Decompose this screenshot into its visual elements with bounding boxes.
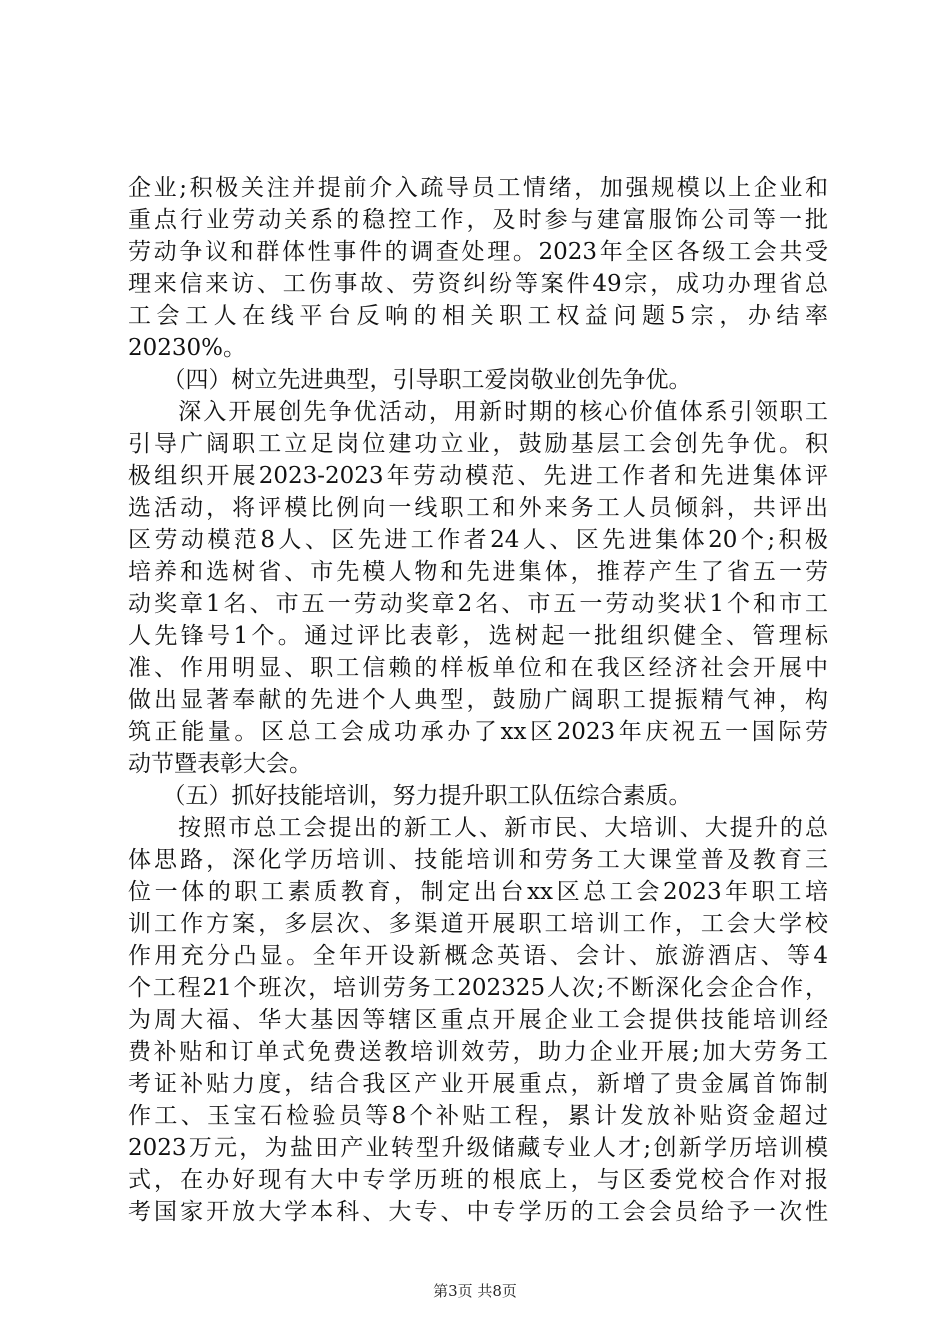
text-line: 深入开展创先争优活动，用新时期的核心价值体系引领职工	[128, 399, 828, 425]
text-line: 按照市总工会提出的新工人、新市民、大培训、大提升的总	[128, 815, 828, 841]
text-line: 企业;积极关注并提前介入疏导员工情绪，加强规模以上企业和	[128, 175, 828, 201]
text-line: 理来信来访、工伤事故、劳资纠纷等案件49宗，成功办理省总	[128, 271, 828, 297]
text-line: 选活动，将评模比例向一线职工和外来务工人员倾斜，共评出	[128, 495, 828, 521]
text-line: 人先锋号1个。通过评比表彰，选树起一批组织健全、管理标	[128, 623, 828, 649]
text-line: 训工作方案，多层次、多渠道开展职工培训工作，工会大学校	[128, 911, 828, 937]
text-line: 动奖章1名、市五一劳动奖章2名、市五一劳动奖状1个和市工	[128, 591, 828, 617]
text-line: 工会工人在线平台反响的相关职工权益问题5宗，办结率	[128, 303, 828, 329]
text-line: 准、作用明显、职工信赖的样板单位和在我区经济社会开展中	[128, 655, 828, 681]
text-line: （四）树立先进典型，引导职工爱岗敬业创先争优。	[128, 367, 692, 393]
text-line: 劳动争议和群体性事件的调查处理。2023年全区各级工会共受	[128, 239, 828, 265]
text-line: 费补贴和订单式免费送教培训效劳，助力企业开展;加大劳务工	[128, 1039, 828, 1065]
text-line: 动节暨表彰大会。	[128, 751, 312, 777]
text-line: 个工程21个班次，培训劳务工202325人次;不断深化会企合作，	[128, 975, 828, 1001]
text-line: 考证补贴力度，结合我区产业开展重点，新增了贵金属首饰制	[128, 1071, 828, 1097]
text-line: 引导广阔职工立足岗位建功立业，鼓励基层工会创先争优。积	[128, 431, 828, 457]
text-line: 培养和选树省、市先模人物和先进集体，推荐产生了省五一劳	[128, 559, 828, 585]
body-text	[128, 172, 828, 1228]
text-line: 极组织开展2023-2023年劳动模范、先进工作者和先进集体评	[128, 463, 828, 489]
text-line: 考国家开放大学本科、大专、中专学历的工会会员给予一次性	[128, 1199, 828, 1225]
text-line: 作工、玉宝石检验员等8个补贴工程，累计发放补贴资金超过	[128, 1103, 828, 1129]
text-line: 体思路，深化学历培训、技能培训和劳务工大课堂普及教育三	[128, 847, 828, 873]
text-line: 20230%。	[128, 335, 247, 361]
text-line: 筑正能量。区总工会成功承办了xx区2023年庆祝五一国际劳	[128, 719, 828, 745]
text-line: 2023万元，为盐田产业转型升级储藏专业人才;创新学历培训模	[128, 1135, 828, 1161]
text-line: 重点行业劳动关系的稳控工作，及时参与建富服饰公司等一批	[128, 207, 828, 233]
text-line: 区劳动模范8人、区先进工作者24人、区先进集体20个;积极	[128, 527, 828, 553]
text-line: 作用充分凸显。全年开设新概念英语、会计、旅游酒店、等4	[128, 943, 828, 969]
text-line: 位一体的职工素质教育，制定出台xx区总工会2023年职工培	[128, 879, 828, 905]
page-footer: 第3页 共8页	[433, 1282, 517, 1300]
text-line: 为周大福、华大基因等辖区重点开展企业工会提供技能培训经	[128, 1007, 828, 1033]
text-line: （五）抓好技能培训，努力提升职工队伍综合素质。	[128, 783, 692, 809]
text-line: 做出显著奉献的先进个人典型，鼓励广阔职工提振精气神，构	[128, 687, 828, 713]
text-line: 式，在办好现有大中专学历班的根底上，与区委党校合作对报	[128, 1167, 828, 1193]
